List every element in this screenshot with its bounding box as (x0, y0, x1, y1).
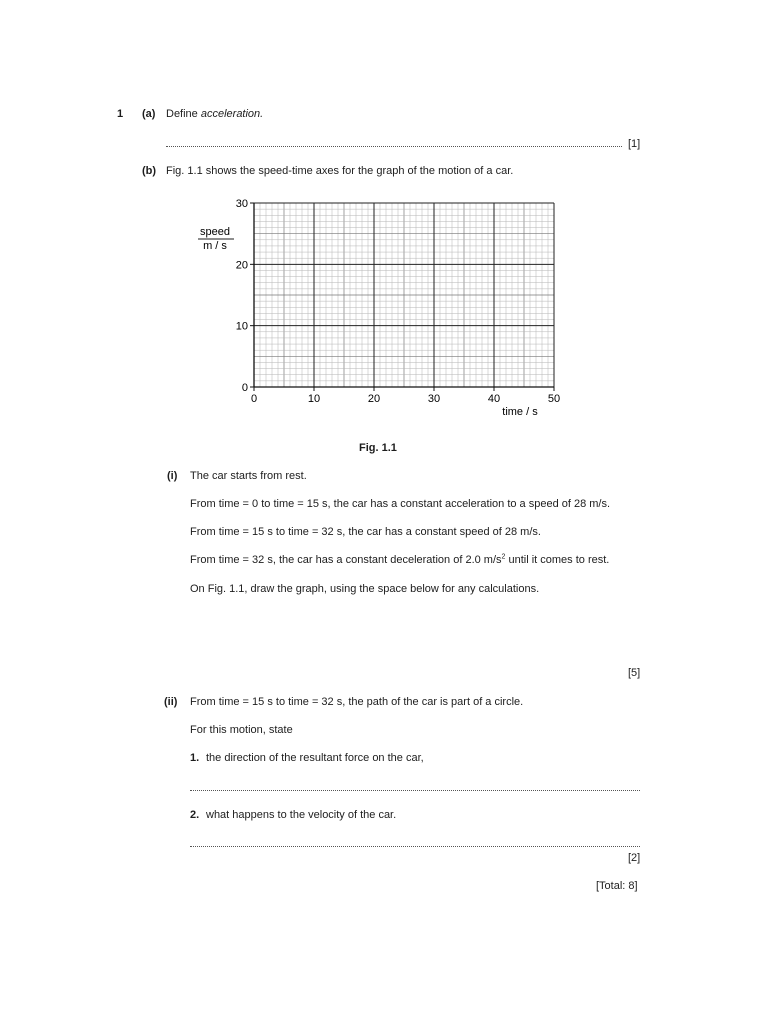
deceleration-text-end: until it comes to rest. (505, 554, 610, 566)
deceleration-text: From time = 32 s, the car has a constant deceleration of 2.0 m/s (190, 554, 502, 566)
x-tick-label: 30 (427, 393, 441, 405)
x-tick-label: 20 (367, 393, 381, 405)
part-a-term: acceleration. (200, 108, 264, 120)
part-bi-line-2: From time = 0 to time = 15 s, the car has a constant acceleration to a speed of 28 m/s. (190, 498, 611, 510)
item-1-text: the direction of the resultant force on the car, (206, 752, 424, 764)
part-bi-line-4 (190, 554, 609, 566)
part-bii-label: (ii) (164, 696, 178, 708)
x-tick-label: 40 (487, 393, 501, 405)
figure-caption: Fig. 1.1 (359, 442, 397, 454)
part-bii-marks: [2] (628, 852, 641, 864)
answer-line-a[interactable] (166, 146, 622, 147)
answer-line-item-2[interactable] (190, 846, 640, 847)
part-a-prompt (166, 108, 263, 120)
part-bi-marks: [5] (628, 667, 641, 679)
grid-minor (254, 203, 554, 387)
y-axis-label-bottom: m / s (203, 240, 227, 252)
part-bi-line-1: The car starts from rest. (190, 470, 307, 482)
part-a-marks: [1] (628, 138, 641, 150)
part-bi-label: (i) (167, 470, 178, 482)
part-b-label: (b) (142, 165, 157, 177)
y-tick-label: 0 (241, 382, 248, 394)
deceleration-superscript: 2 (501, 553, 506, 561)
item-2-text: what happens to the velocity of the car. (206, 809, 397, 821)
speed-time-graph[interactable] (190, 190, 590, 430)
y-tick-label: 20 (235, 259, 248, 272)
y-tick-label: 10 (235, 320, 248, 333)
item-1-number: 1. (190, 752, 200, 764)
x-axis-label: time / s (502, 406, 538, 418)
x-tick-label: 0 (250, 393, 258, 405)
calculation-space[interactable] (190, 600, 640, 660)
part-bi-line-3: From time = 15 s to time = 32 s, the car has a constant speed of 28 m/s. (190, 526, 541, 538)
total-marks: [Total: 8] (596, 880, 638, 892)
y-axis-label-top: speed (200, 226, 230, 238)
answer-line-item-1[interactable] (190, 790, 640, 791)
part-bii-line-1: From time = 15 s to time = 32 s, the path of the car is part of a circle. (190, 696, 524, 708)
question-number: 1 (117, 108, 124, 120)
item-2-number: 2. (190, 809, 200, 821)
part-bii-line-2: For this motion, state (190, 724, 293, 736)
part-a-label: (a) (142, 108, 156, 120)
x-tick-label: 10 (307, 393, 321, 405)
x-tick-label: 50 (547, 393, 561, 405)
part-bi-instruction: On Fig. 1.1, draw the graph, using the space below for any calculations. (190, 583, 540, 595)
part-b-intro: Fig. 1.1 shows the speed-time axes for the graph of the motion of a car. (166, 165, 514, 177)
part-a-prefix: Define (166, 108, 201, 120)
y-tick-label: 30 (235, 198, 248, 210)
